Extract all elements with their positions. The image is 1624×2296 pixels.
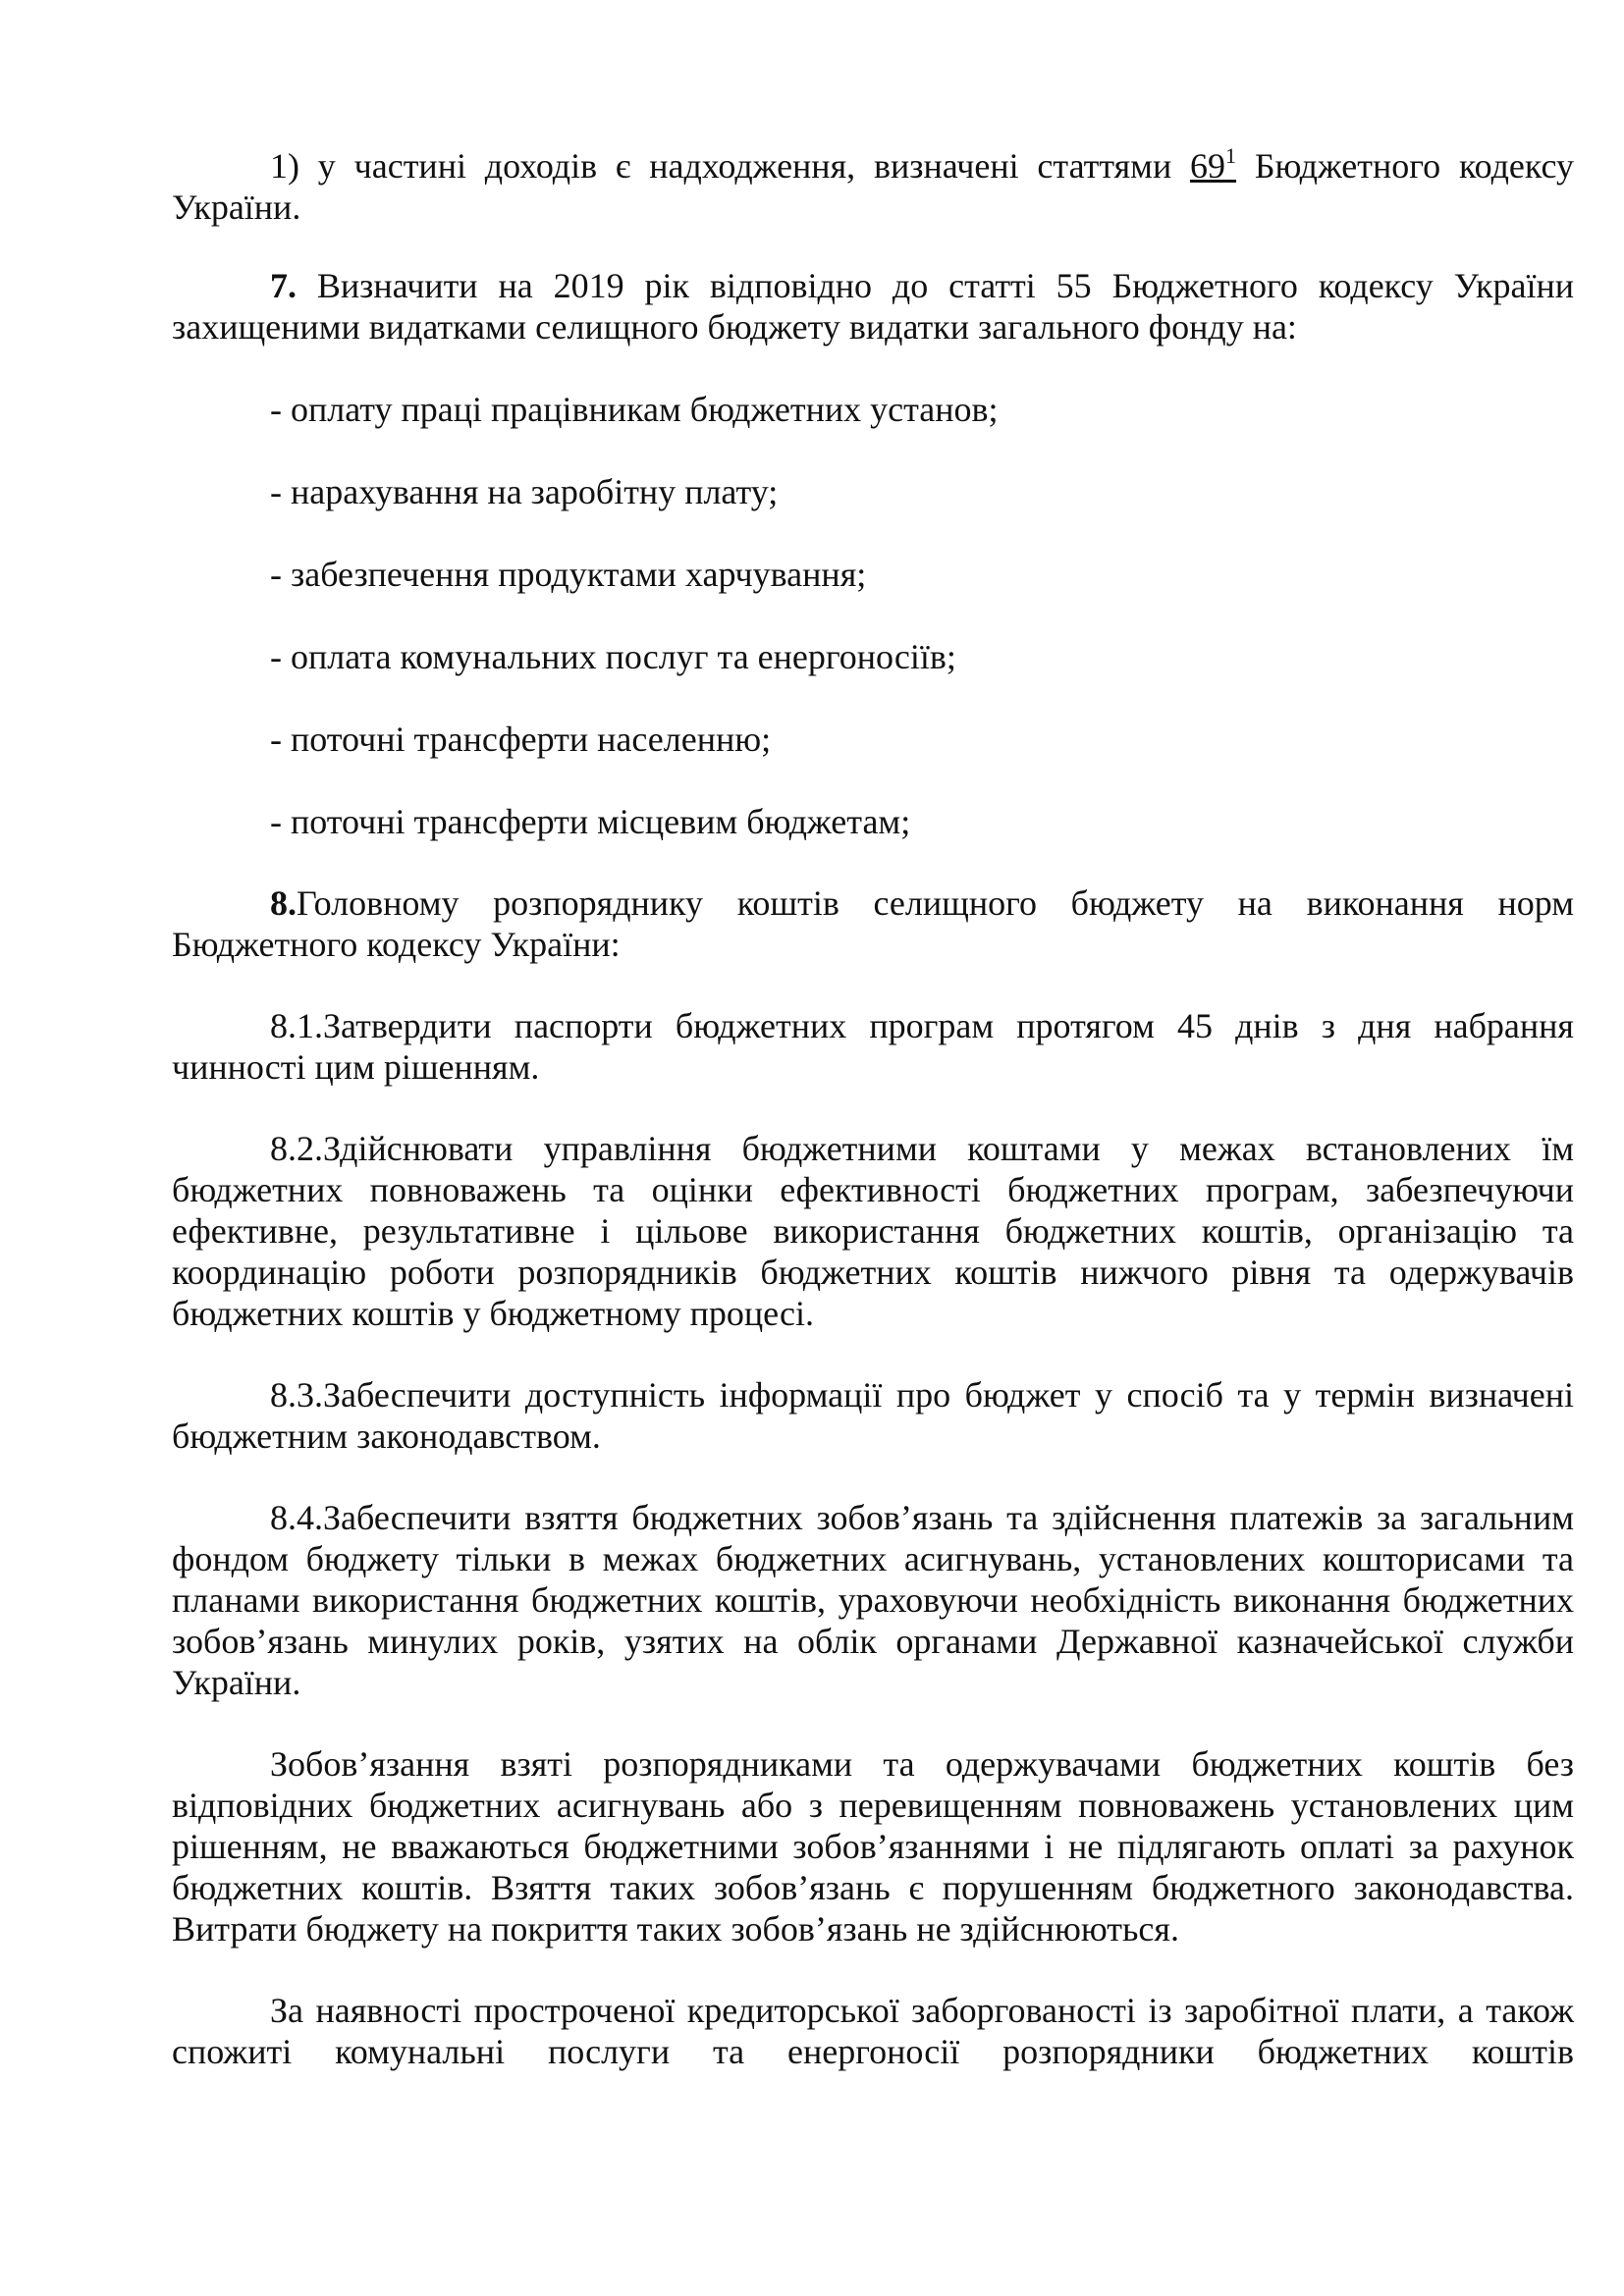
subsection-8-4: 8.4.Забеспечити взяття бюджетних зобов’язань та здійснення платежів за загальним фондом бюджету тільки в межах бюджетних асигнувань, установлених кошторисами та планами використання бюджетних коштів, ураховуючи необхідність виконання бюджетних зобов’язань минулих років, узятих на облік органами Державної казначейської служби України.	[172, 1498, 1574, 1702]
article-reference-number: 69	[1190, 146, 1226, 186]
document-body	[172, 145, 1574, 2072]
section-8-text: Головному розпоряднику коштів селищного бюджету на виконання норм Бюджетного кодексу України:	[172, 883, 1574, 964]
article-reference	[1190, 143, 1237, 186]
paragraph-section-8	[172, 882, 1574, 965]
item-1-prefix: 1) у частині доходів є надходження, визначені статтями	[270, 146, 1191, 186]
protected-expense-item: - поточні трансферти місцевим бюджетам;	[270, 802, 911, 841]
protected-expense-item: - забезпечення продуктами харчування;	[270, 555, 867, 594]
subsection-8-2: 8.2.Здійснювати управління бюджетними коштами у межах встановлених їм бюджетних повноважень та оцінки ефективності бюджетних програм, забезпечуючи ефективне, результативне і цільове використання бюджетних коштів, організацію та координацію роботи розпорядників бюджетних коштів нижчого рівня та одержувачів бюджетних коштів у бюджетному процесі.	[172, 1129, 1574, 1333]
protected-expense-item: - оплата комунальних послуг та енергоносіїв;	[270, 637, 956, 676]
paragraph-section-7	[172, 265, 1574, 347]
item-1-suffix: Бюджетного кодексу України.	[172, 146, 1574, 227]
article-reference-superscript: 1	[1225, 143, 1237, 168]
subsection-8-1: 8.1.Затвердити паспорти бюджетних програм протягом 45 днів з дня набрання чинності цим рішенням.	[172, 1006, 1574, 1087]
section-7-number: 7.	[270, 266, 297, 305]
protected-expense-item: - нарахування на заробітну плату;	[270, 472, 779, 511]
protected-expense-item: - поточні трансферти населенню;	[270, 720, 772, 759]
protected-expense-item: - оплату праці працівникам бюджетних установ;	[270, 390, 999, 429]
section-7-text: Визначити на 2019 рік відповідно до статті 55 Бюджетного кодексу України захищеними видатками селищного бюджету видатки загального фонду на:	[172, 266, 1574, 347]
subsection-8-3: 8.3.Забеспечити доступність інформації про бюджет у спосіб та у термін визначені бюджетним законодавством.	[172, 1375, 1574, 1456]
paragraph-item-1	[172, 145, 1574, 228]
paragraph-obligations: Зобов’язання взяті розпорядниками та одержувачами бюджетних коштів без відповідних бюджетних асигнувань або з перевищенням повноважень установлених цим рішенням, не вважаються бюджетними зобов’язаннями і не підлягають оплаті за рахунок бюджетних коштів. Взяття таких зобов’язань є порушенням бюджетного законодавства. Витрати бюджету на покриття таких зобов’язань не здійснюються.	[172, 1744, 1574, 1949]
paragraph-arrears: За наявності простроченої кредиторської заборгованості із заробітної плати, а також спожиті комунальні послуги та енергоносії розпорядники бюджетних коштів	[172, 1991, 1574, 2071]
section-8-number: 8.	[270, 883, 297, 923]
